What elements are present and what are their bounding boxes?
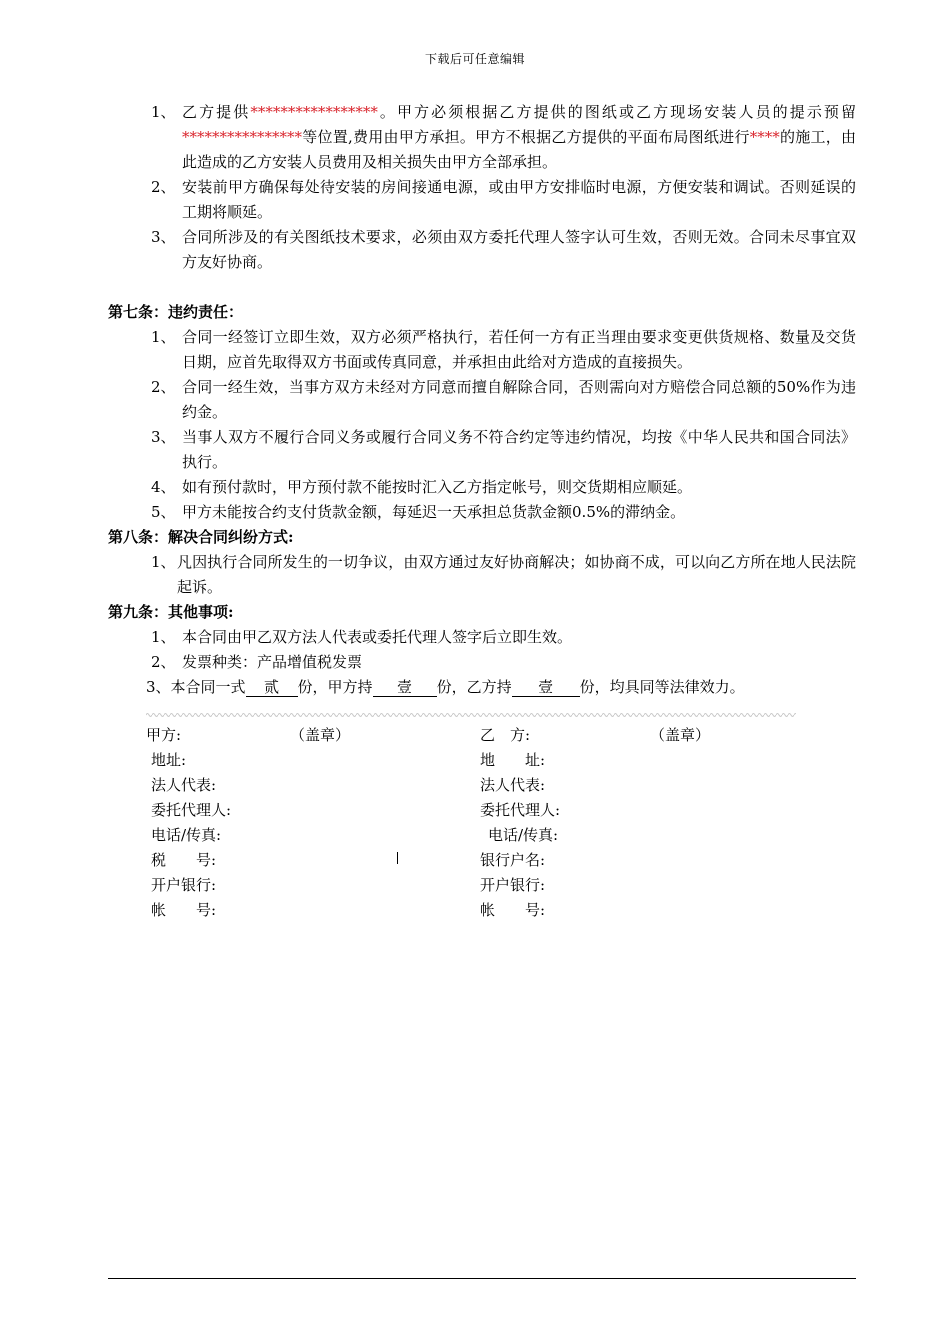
party-a-copies-field: 壹 <box>373 678 437 697</box>
clause-text: 发票种类：产品增值税发票 <box>182 653 363 671</box>
party-a-phone-fax-label: 电话/传真: <box>151 826 222 844</box>
clause-number: 2、 <box>151 653 176 671</box>
text-run: 乙方提供 <box>182 103 251 121</box>
clause-text: 本合同由甲乙双方法人代表或委托代理人签字后立即生效。 <box>182 628 573 646</box>
clause-6-2 <box>151 175 856 225</box>
clause-7-5 <box>151 500 856 525</box>
text-cursor <box>397 852 398 864</box>
party-a-bank-label: 开户银行: <box>151 876 217 894</box>
clause-9-2 <box>151 650 856 675</box>
section-9-heading: 第九条：其他事项: <box>108 603 234 621</box>
clause-number: 1、 <box>151 103 176 121</box>
clause-6-3 <box>151 225 856 275</box>
clause-9-1 <box>151 625 856 650</box>
party-a-address-label: 地址: <box>151 751 187 769</box>
party-a-legal-rep-label: 法人代表: <box>151 776 217 794</box>
party-a-seal: （盖章） <box>290 726 351 744</box>
redacted-text: ***************** <box>250 103 378 121</box>
header-note: 下载后可任意编辑 <box>424 52 525 66</box>
party-b-bank-label: 开户银行: <box>480 876 546 894</box>
footer-rule <box>108 1278 856 1279</box>
party-a-agent-label: 委托代理人: <box>151 801 232 819</box>
text-run: 等位置,费用由甲方承担。甲方不根据乙方提供的平面布局图纸进行 <box>302 128 750 146</box>
total-copies-field: 贰 <box>246 678 298 697</box>
section-8-heading: 第八条：解决合同纠纷方式: <box>108 528 294 546</box>
wavy-separator <box>146 711 796 719</box>
clause-text: 当事人双方不履行合同义务或履行合同义务不符合约定等违约情况，均按《中华人民共和国合同法》执行。 <box>182 428 856 471</box>
party-b-agent-label: 委托代理人: <box>480 801 561 819</box>
redacted-text: **************** <box>182 128 302 146</box>
party-b-account-name-label: 银行户名: <box>480 851 546 869</box>
text-run: 3、本合同一式 <box>146 678 246 696</box>
clause-text: 合同一经签订立即生效，双方必须严格执行，若任何一方有正当理由要求变更供货规格、数量及交货日期，应首先取得双方书面或传真同意，并承担由此给对方造成的直接损失。 <box>182 328 856 371</box>
party-b-phone-fax-label: 电话/传真: <box>488 826 559 844</box>
clause-9-3-copies <box>146 675 745 700</box>
party-b-legal-rep-label: 法人代表: <box>480 776 546 794</box>
text-run: 份，甲方持 <box>297 678 373 696</box>
section-7-heading: 第七条：违约责任： <box>108 303 244 321</box>
clause-7-2 <box>151 375 856 425</box>
text-run: 份，均具同等法律效力。 <box>579 678 745 696</box>
redacted-text: **** <box>749 128 780 146</box>
clause-text: 合同一经生效，当事方双方未经对方同意而擅自解除合同，否则需向对方赔偿合同总额的50%作为违约金。 <box>182 378 856 421</box>
clause-number: 2、 <box>151 178 176 196</box>
clause-text: 如有预付款时，甲方预付款不能按时汇入乙方指定帐号，则交货期相应顺延。 <box>182 478 693 496</box>
clause-7-4 <box>151 475 856 500</box>
text-run: 。甲方必须根据乙方提供的图纸或乙方现场安装人员的提示预留 <box>377 103 856 121</box>
party-b-title: 乙 方: <box>480 726 531 744</box>
party-b-copies-field: 壹 <box>512 678 580 697</box>
party-a-account-label: 帐 号: <box>151 901 217 919</box>
party-a-title: 甲方: <box>146 726 182 744</box>
clause-text: 合同所涉及的有关图纸技术要求，必须由双方委托代理人签字认可生效，否则无效。合同未尽事宜双方友好协商。 <box>182 228 856 271</box>
clause-number: 4、 <box>151 478 176 496</box>
clause-number: 1、 <box>151 628 176 646</box>
clause-text: 安装前甲方确保每处待安装的房间接通电源，或由甲方安排临时电源，方便安装和调试。否则延误的工期将顺延。 <box>182 178 856 221</box>
clause-number: 3、 <box>151 428 176 446</box>
clause-7-1 <box>151 325 856 375</box>
clause-6-1 <box>151 100 856 175</box>
clause-text: 凡因执行合同所发生的一切争议，由双方通过友好协商解决；如协商不成，可以向乙方所在地人民法院起诉。 <box>177 553 856 596</box>
clause-number: 5、 <box>151 503 176 521</box>
clause-text: 甲方未能按合约支付货款金额，每延迟一天承担总货款金额0.5%的滞纳金。 <box>182 503 686 521</box>
clause-number: 1、 <box>151 328 176 346</box>
party-a-tax-id-label: 税 号: <box>151 851 217 869</box>
text-run: 的施工，由此造成的乙方安装人员费用及相关损失由甲方全部承担。 <box>182 128 856 171</box>
clause-8-1 <box>151 550 856 600</box>
party-b-seal: （盖章） <box>650 726 711 744</box>
party-b-account-label: 帐 号: <box>480 901 546 919</box>
text-run: 份，乙方持 <box>436 678 512 696</box>
clause-number: 2、 <box>151 378 176 396</box>
clause-text <box>151 100 856 175</box>
clause-number: 3、 <box>151 228 176 246</box>
clause-number: 1、 <box>151 553 176 571</box>
party-b-address-label: 地 址: <box>480 751 546 769</box>
clause-7-3 <box>151 425 856 475</box>
